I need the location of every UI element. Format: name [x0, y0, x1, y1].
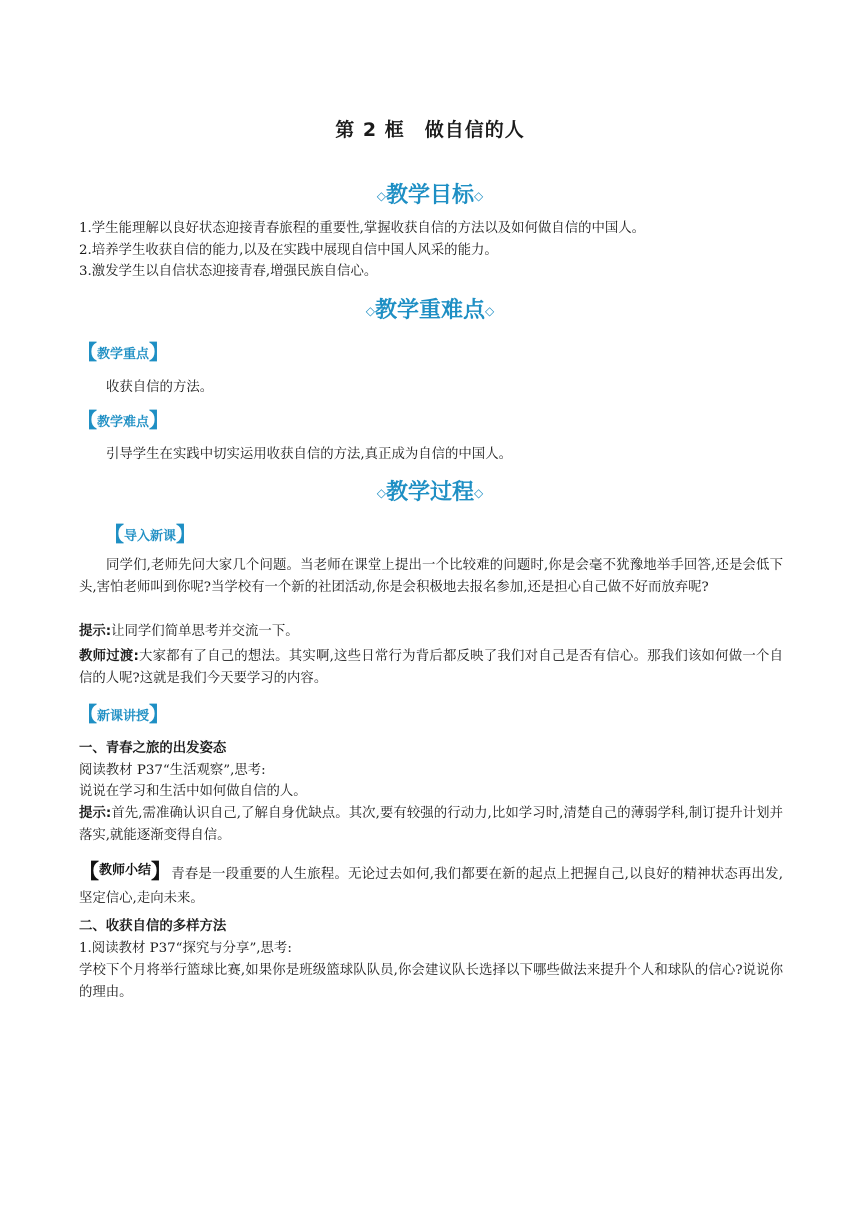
- diamond-icon: ◇: [474, 189, 484, 203]
- section-heading-process: ◇教学过程◇: [376, 479, 484, 505]
- tag-key-point: 【 教学重点 】: [77, 340, 170, 364]
- subheading-1: 一、青春之旅的出发姿态: [79, 741, 227, 756]
- diamond-icon: ◇: [485, 304, 495, 318]
- intro-paragraph: 同学们,老师先问大家几个问题。当老师在课堂上提出一个比较难的问题时,你是会毫不犹豫地举手回答,还是会低下头,害怕老师叫到你呢?当学校有一个新的社团活动,你是会积极地去报名参加,还是担心自己做不好而放弃呢?: [79, 558, 783, 595]
- objective-item: 3.激发学生以自信状态迎接青春,增强民族自信心。: [79, 264, 378, 279]
- tag-lecture: 【 新课讲授 】: [77, 702, 170, 726]
- diamond-icon: ◇: [365, 304, 375, 318]
- section-heading-key-difficult: ◇教学重难点◇: [365, 297, 495, 323]
- tag-intro: 【 导入新课 】: [104, 522, 197, 546]
- objective-item: 2.培养学生收获自信的能力,以及在实践中展现自信中国人风采的能力。: [79, 242, 498, 258]
- hint-label: 提示:: [79, 624, 112, 639]
- section-heading-objectives: ◇教学目标◇: [376, 182, 484, 208]
- tag-difficult-point: 【 教学难点 】: [77, 408, 170, 432]
- read-prompt-2: 1.阅读教材 P37“探究与分享”,思考:: [79, 941, 292, 956]
- subheading-2: 二、收获自信的多样方法: [79, 919, 227, 934]
- objective-item: 1.学生能理解以良好状态迎接青春旅程的重要性,掌握收获自信的方法以及如何做自信的中国人。: [79, 221, 646, 236]
- key-point-text: 收获自信的方法。: [106, 380, 214, 395]
- question-2: 学校下个月将举行篮球比赛,如果你是班级篮球队队员,你会建议队长选择以下哪些做法来提升个人和球队的信心?说说你的理由。: [79, 963, 783, 1000]
- intro-hint: 提示:让同学们简单思考并交流一下。: [79, 624, 299, 639]
- transition-label: 教师过渡:: [79, 649, 139, 664]
- diamond-icon: ◇: [474, 486, 484, 500]
- read-prompt-1: 阅读教材 P37“生活观察”,思考:: [79, 763, 266, 778]
- difficult-point-text: 引导学生在实践中切实运用收获自信的方法,真正成为自信的中国人。: [106, 447, 512, 462]
- teacher-summary: 【 教师小结 】 青春是一段重要的人生旅程。无论过去如何,我们都要在新的起点上把握自己,以良好的精神状态再出发,坚定信心,走向未来。: [79, 859, 783, 906]
- diamond-icon: ◇: [376, 189, 386, 203]
- objectives-list: [79, 218, 783, 283]
- question-1: 说说在学习和生活中如何做自信的人。: [79, 784, 307, 799]
- intro-transition: 教师过渡:大家都有了自己的想法。其实啊,这些日常行为背后都反映了我们对自己是否有信心。那我们该如何做一个自信的人呢?这就是我们今天要学习的内容。: [79, 649, 783, 686]
- lecture-hint: 提示:首先,需准确认识自己,了解自身优缺点。其次,要有较强的行动力,比如学习时,清楚自己的薄弱学科,制订提升计划并落实,就能逐渐变得自信。: [79, 806, 783, 843]
- tag-summary: 【 教师小结 】: [79, 859, 172, 883]
- page-title: 第 2 框 做自信的人: [335, 119, 525, 141]
- hint-label: 提示:: [79, 806, 112, 821]
- diamond-icon: ◇: [376, 486, 386, 500]
